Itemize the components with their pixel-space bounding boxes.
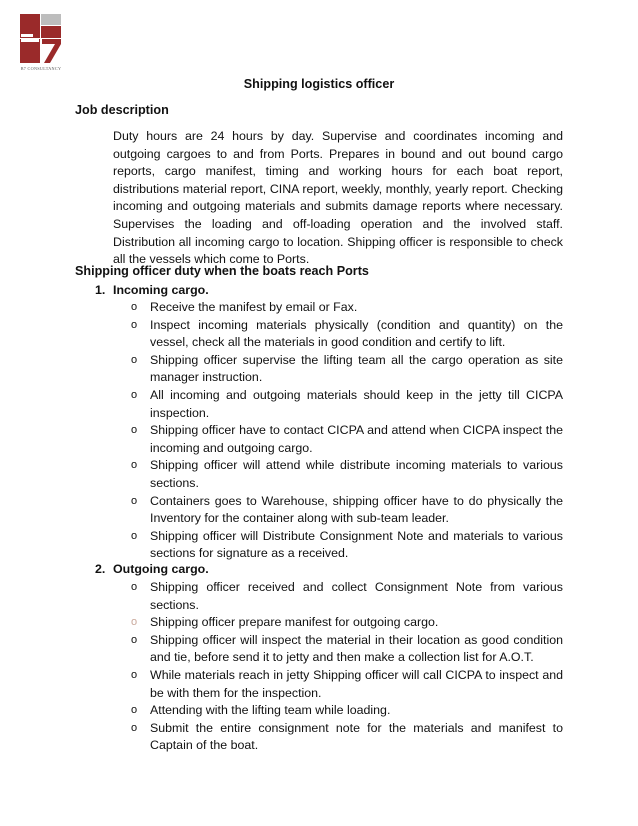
list-item [131,422,563,457]
bullet-icon: o [131,668,138,681]
bullet-icon: o [131,721,138,734]
bullet-icon: o [131,494,138,507]
list-item-text: Shipping officer received and collect Consignment Note from various sections. [150,580,563,612]
company-logo [20,14,62,71]
list-item [131,667,563,702]
list-item-text: Receive the manifest by email or Fax. [150,300,358,314]
list-item [131,632,563,667]
bullet-icon: o [131,581,138,593]
logo-caption: B7 CONSULTANCY [20,66,62,71]
incoming-cargo-title: Incoming cargo. [113,283,209,297]
outgoing-cargo-number: 2. [95,562,106,576]
bullet-icon: o [131,529,138,542]
list-item [131,614,563,632]
b7-logo-icon [20,14,62,64]
list-item-text: Attending with the lifting team while loading. [150,703,391,718]
list-item-text: Shipping officer have to contact CICPA and attend when CICPA inspect the incoming and outgoing cargo. [150,423,563,455]
list-item-text: Shipping officer will Distribute Consignment Note and materials to various sections for signature as a received. [150,528,563,561]
list-item [131,387,563,422]
list-item-text: Shipping officer supervise the lifting team all the cargo operation as site manager instruction. [150,352,563,385]
duty-section-heading: Shipping officer duty when the boats reach Ports [75,264,369,278]
list-item-text: Inspect incoming materials physically (condition and quantity) on the vessel, check all the materials in good condition and certify to lift. [150,317,563,350]
list-item [131,528,563,563]
outgoing-cargo-list [131,579,563,755]
bullet-icon: o [131,616,138,629]
bullet-icon: o [131,459,138,472]
bullet-icon: o [131,301,138,313]
list-item [131,317,563,352]
list-item-text: Submit the entire consignment note for the materials and manifest to Captain of the boat. [150,720,563,753]
list-item [131,702,563,720]
list-item [131,720,563,755]
bullet-icon: o [131,388,138,401]
outgoing-cargo-heading [95,562,209,576]
incoming-cargo-heading [95,283,209,297]
list-item-text: Shipping officer will inspect the material in their location as good condition and tie, before send it to jetty and then make a collection list for A.O.T. [150,632,563,665]
list-item-text: Containers goes to Warehouse, shipping officer have to do physically the Inventory for the container along with sub-team leader. [150,493,563,526]
bullet-icon: o [131,353,138,366]
list-item-text: Shipping officer prepare manifest for outgoing cargo. [150,615,439,630]
job-description-heading: Job description [75,103,169,117]
incoming-cargo-number: 1. [95,283,106,297]
bullet-icon: o [131,704,138,717]
bullet-icon: o [131,633,138,646]
list-item [131,457,563,492]
job-description-text: Duty hours are 24 hours by day. Supervise and coordinates incoming and outgoing cargoes to and from Ports. Prepares in bound and out bound cargo reports, cargo manifest, timing and working hours for each boat report, distributions material report, CINA report, weekly, monthly, yearly report. Checking incoming and outgoing materials and submits damage reports where necessary. Supervises the loading and off-loading operation and the involved staff. Distribution all incoming cargo to location. Shipping officer is responsible to check all the vessels which come to Ports. [113,129,563,267]
page-title: Shipping logistics officer [243,77,395,91]
list-item [131,579,563,614]
bullet-icon: o [131,424,138,437]
list-item-text: Shipping officer will attend while distribute incoming materials to various sections. [150,458,563,490]
list-item [131,352,563,387]
incoming-cargo-list [131,299,563,563]
list-item [131,493,563,528]
bullet-icon: o [131,318,138,331]
list-item [131,299,563,317]
outgoing-cargo-title: Outgoing cargo. [113,562,209,576]
list-item-text: While materials reach in jetty Shipping officer will call CICPA to inspect and be with them for the inspection. [150,667,563,700]
list-item-text: All incoming and outgoing materials should keep in the jetty till CICPA inspection. [150,387,563,420]
